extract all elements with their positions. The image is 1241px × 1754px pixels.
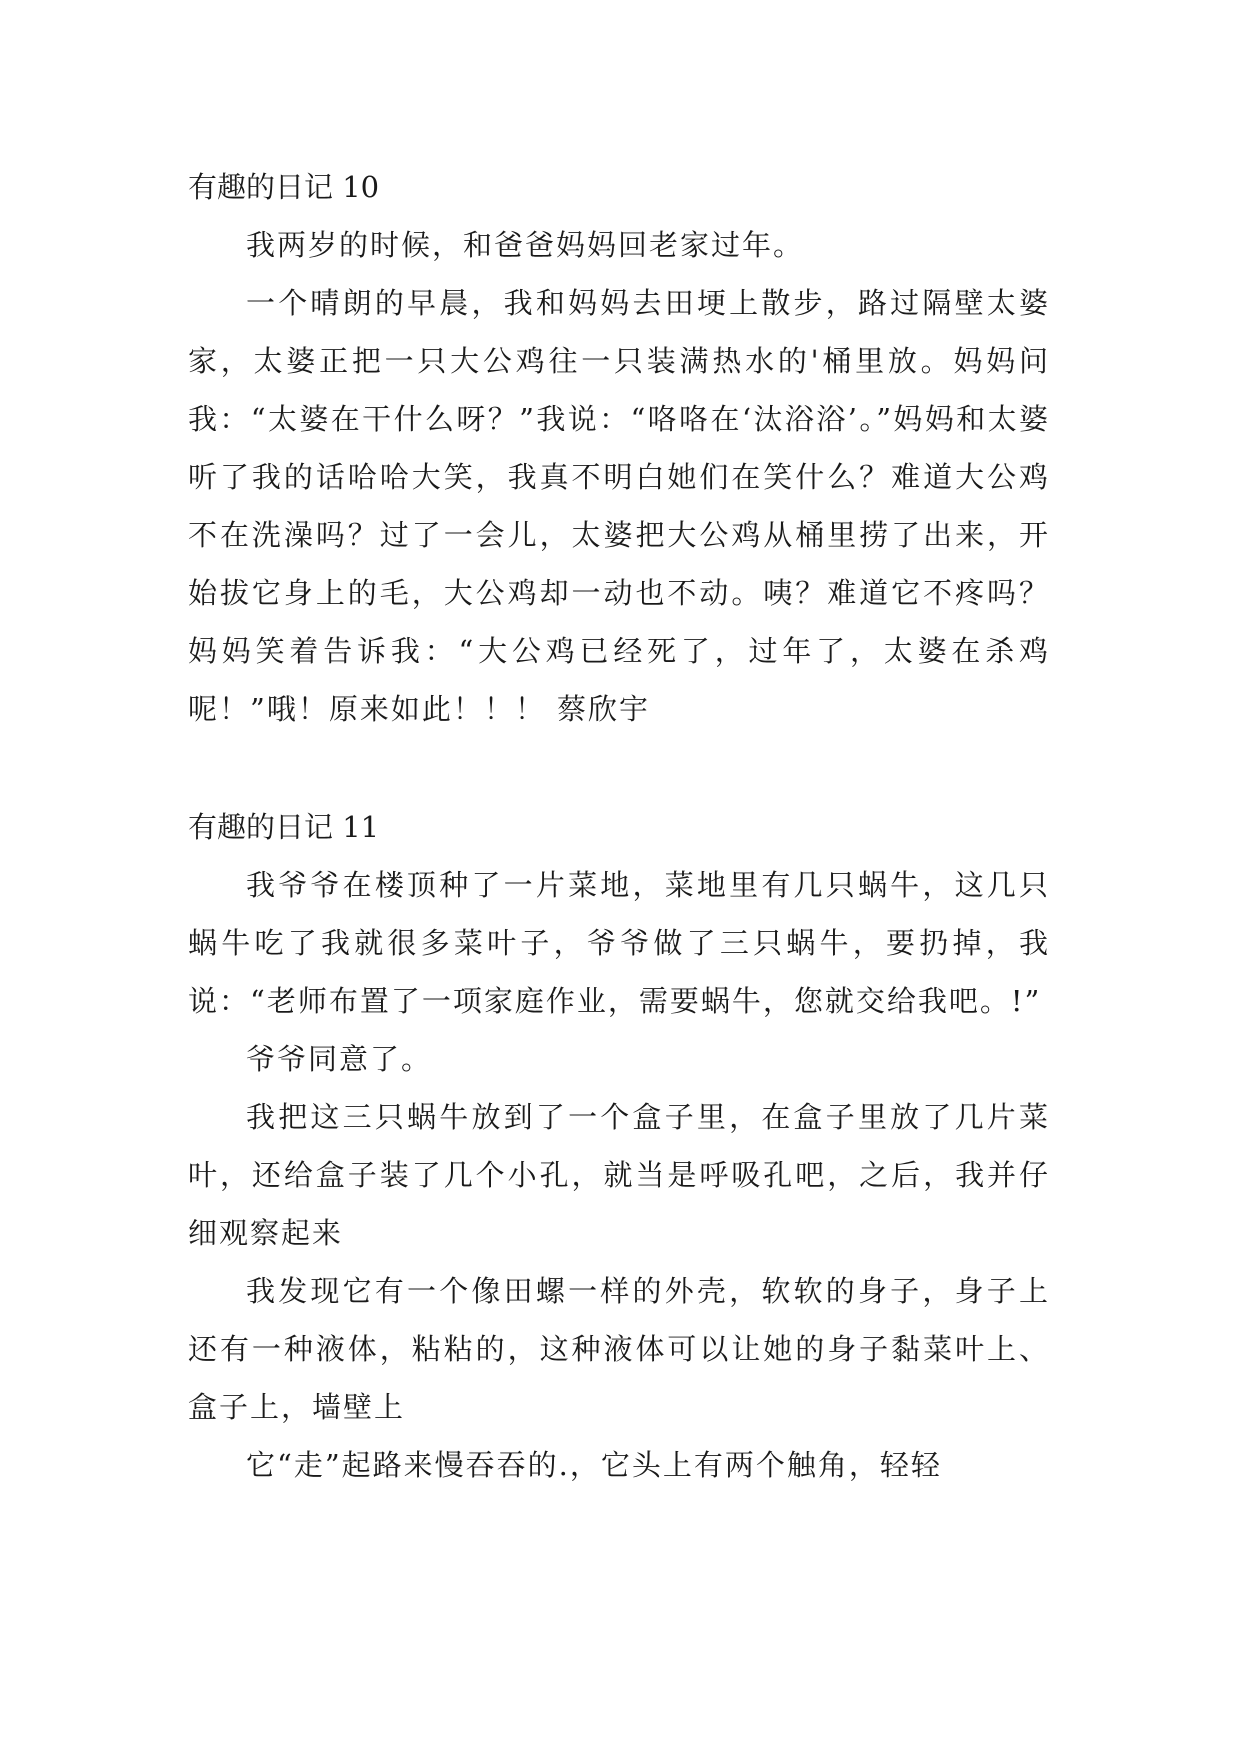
paragraph: 我爷爷在楼顶种了一片菜地，菜地里有几只蜗牛，这几只蜗牛吃了我就很多菜叶子，爷爷做了三只蜗牛，要扔掉，我说：“老师布置了一项家庭作业，需要蜗牛，您就交给我吧。!” (188, 868, 1050, 1018)
entry-title: 有趣的日记 10 (188, 170, 380, 204)
paragraph: 我两岁的时候，和爸爸妈妈回老家过年。 (246, 228, 805, 262)
paragraph: 爷爷同意了。 (246, 1042, 433, 1076)
diary-entry-10 (188, 158, 1050, 738)
entry-title: 有趣的日记 11 (188, 810, 380, 844)
paragraph: 它“走”起路来慢吞吞的.，它头上有两个触角，轻轻 (246, 1448, 942, 1482)
paragraph: 我发现它有一个像田螺一样的外壳，软软的身子，身子上还有一种液体，粘粘的，这种液体可以让她的身子黏菜叶上、盒子上，墙壁上 (188, 1274, 1050, 1424)
diary-entry-11 (188, 798, 1050, 1494)
paragraph: 我把这三只蜗牛放到了一个盒子里，在盒子里放了几片菜叶，还给盒子装了几个小孔，就当是呼吸孔吧，之后，我并仔细观察起来 (188, 1100, 1050, 1250)
paragraph: 一个晴朗的早晨，我和妈妈去田埂上散步，路过隔壁太婆家，太婆正把一只大公鸡往一只装满热水的'桶里放。妈妈问我：“太婆在干什么呀？”我说：“咯咯在‘汰浴浴’。”妈妈和太婆听了我的话哈哈大笑，我真不明白她们在笑什么？难道大公鸡不在洗澡吗？过了一会儿，太婆把大公鸡从桶里捞了出来，开始拔它身上的毛，大公鸡却一动也不动。咦？难道它不疼吗？妈妈笑着告诉我：“大公鸡已经死了，过年了，太婆在杀鸡呢！”哦！原来如此！！！ 蔡欣宇 (188, 286, 1050, 726)
